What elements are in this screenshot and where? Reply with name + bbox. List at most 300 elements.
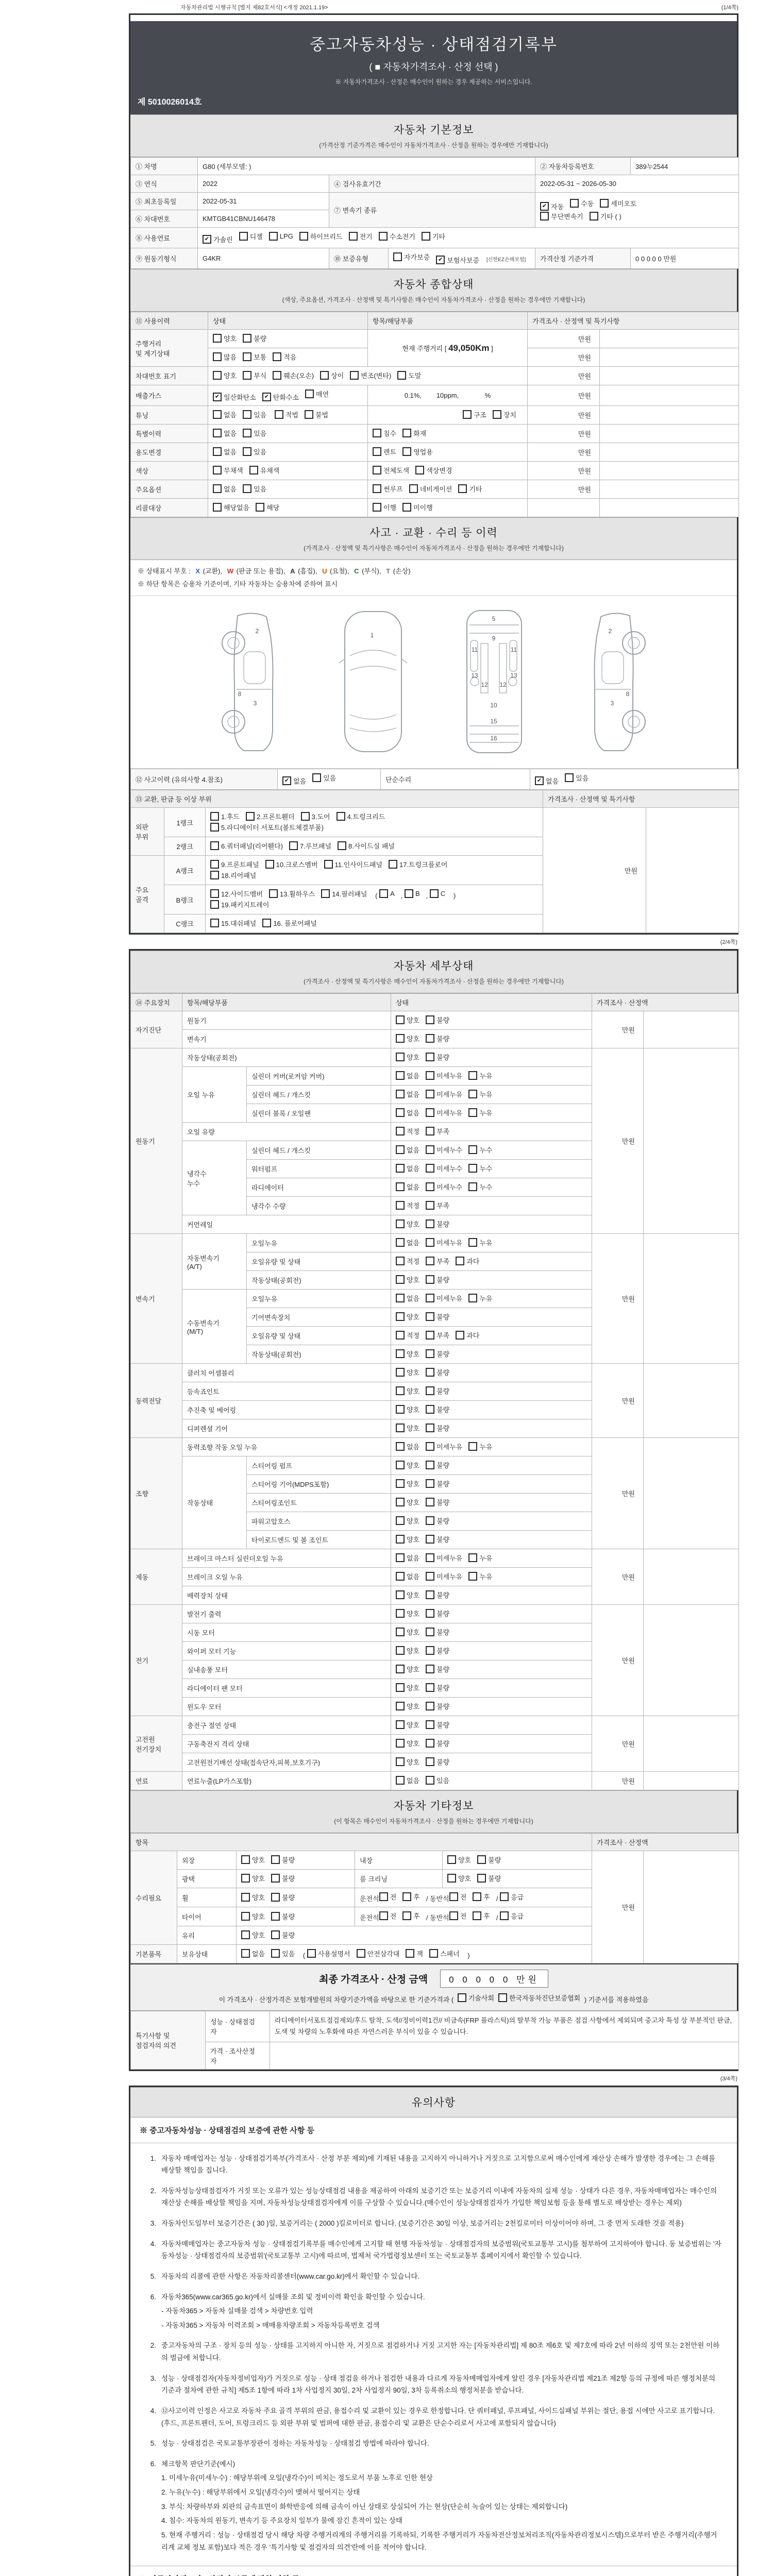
notice-item-number: 4.: [150, 2406, 156, 2415]
checkbox-label: 없음: [224, 430, 237, 437]
checkbox-적정[interactable]: [396, 1126, 419, 1136]
checkbox-불량[interactable]: [426, 1646, 449, 1655]
checkbox-11.인사이드패널[interactable]: [324, 859, 382, 869]
checkbox-label: 양호: [252, 1875, 265, 1883]
checkbox-전기[interactable]: [349, 231, 373, 241]
checkbox-안전삼각대[interactable]: [357, 1948, 400, 1958]
checkbox-해당없음[interactable]: [213, 502, 249, 512]
checkbox-무채색[interactable]: [213, 465, 243, 475]
checkbox-누유[interactable]: [468, 1238, 492, 1247]
checkbox-13.휠하우스[interactable]: [269, 889, 315, 899]
checkbox-box-icon: [426, 1739, 434, 1748]
checkbox-가솔린[interactable]: [203, 234, 233, 244]
checkbox-양호[interactable]: [396, 1386, 419, 1396]
checkbox-수소전기[interactable]: [379, 231, 415, 241]
checkbox-box-icon: [243, 429, 251, 437]
table-cell: [443, 1870, 592, 1888]
checkbox-양호[interactable]: [241, 1911, 265, 1921]
checkbox-적법[interactable]: [275, 410, 298, 419]
checkbox-불량[interactable]: [271, 1930, 295, 1940]
checkbox-없음[interactable]: [396, 1071, 419, 1080]
checkbox-box-icon: [396, 1312, 405, 1321]
checkbox-미세누유[interactable]: [426, 1238, 462, 1247]
checkbox-양호[interactable]: [396, 1275, 419, 1284]
checkbox-label: 일산화탄소: [224, 394, 256, 401]
checkbox-양호[interactable]: [396, 1534, 419, 1544]
checkbox-적음[interactable]: [273, 352, 296, 362]
checkbox-6.쿼터패널(리어휀다)[interactable]: [210, 841, 283, 851]
checkbox-없음[interactable]: [396, 1108, 419, 1117]
checkbox-14.필러패널[interactable]: [321, 889, 367, 899]
checkbox-누수[interactable]: [468, 1145, 492, 1155]
checkbox-label: 양호: [458, 1875, 472, 1883]
checkbox-양호[interactable]: [241, 1930, 265, 1940]
checkbox-자동[interactable]: [540, 201, 564, 211]
checkbox-불량[interactable]: [426, 1738, 449, 1748]
checkbox-16. 플로어패널[interactable]: [262, 918, 316, 928]
checkbox-한국자동차진단보증협회[interactable]: [498, 1993, 580, 2003]
checkbox-양호[interactable]: [396, 1423, 419, 1433]
checkbox-양호[interactable]: [396, 1516, 419, 1526]
table-row: [131, 1851, 739, 1870]
checkbox-없음[interactable]: [535, 776, 559, 786]
table-cell: [208, 462, 368, 480]
checkbox-label: 색상변경: [426, 467, 452, 474]
table-cell: 클러치 어셈블리: [182, 1364, 391, 1382]
checkbox-일산화탄소[interactable]: [213, 392, 256, 402]
checkbox-label: 양호: [407, 1369, 420, 1377]
checkbox-8.사이드실 패널[interactable]: [338, 841, 395, 851]
checkbox-기타[interactable]: [458, 484, 482, 494]
checkbox-label: 미세누유: [436, 1109, 463, 1117]
checkbox-있음[interactable]: [243, 428, 266, 438]
checkbox-있음[interactable]: [243, 484, 266, 494]
checkbox-도말[interactable]: [397, 370, 421, 380]
checkbox-불량[interactable]: [426, 1720, 449, 1730]
checkbox-box-icon: [262, 393, 271, 401]
checkbox-과다[interactable]: [456, 1256, 479, 1266]
checkbox-사용설명서[interactable]: [307, 1948, 350, 1958]
checkbox-양호[interactable]: [241, 1873, 265, 1883]
checkbox-양호[interactable]: [396, 1052, 419, 1062]
table-row: [131, 158, 739, 175]
checkbox-누유[interactable]: [468, 1293, 492, 1303]
checkbox-미세누유[interactable]: [426, 1442, 462, 1451]
column-header: ⑪ 사용이력: [131, 312, 208, 330]
checkbox-미세누수[interactable]: [426, 1145, 462, 1155]
checkbox-미세누유[interactable]: [426, 1089, 462, 1099]
checkbox-불량[interactable]: [477, 1855, 501, 1865]
checkbox-4.트렁크리드[interactable]: [337, 811, 385, 821]
checkbox-양호[interactable]: [396, 1460, 419, 1470]
checkbox-불량[interactable]: [271, 1873, 295, 1883]
table-cell: 12.사이드멤버 13.휠하우스 14.필러패널 ( A , B , C ) 19.패키지트레이: [206, 885, 543, 914]
table-cell: [237, 1926, 592, 1945]
checkbox-양호[interactable]: [396, 1497, 419, 1507]
checkbox-불량[interactable]: [271, 1855, 295, 1865]
table-cell: A랭크: [164, 856, 206, 885]
checkbox-누유[interactable]: [468, 1571, 492, 1581]
checkbox-box-icon: [473, 1892, 481, 1901]
checkbox-불량[interactable]: [426, 1404, 449, 1414]
checkbox-box-icon: [396, 1535, 405, 1544]
checkbox-침수[interactable]: [373, 428, 396, 438]
table-row: [131, 193, 739, 210]
checkbox-불량[interactable]: [426, 1275, 449, 1284]
checkbox-양호[interactable]: [396, 1608, 419, 1618]
checkbox-양호[interactable]: [396, 1646, 419, 1655]
checkbox-세미오토[interactable]: [600, 198, 636, 208]
checkbox-누유[interactable]: [468, 1089, 492, 1099]
checkbox-응급[interactable]: [500, 1892, 524, 1902]
checkbox-불량[interactable]: [243, 333, 266, 343]
checkbox-label: 14.필러패널: [332, 890, 367, 899]
table-cell: 0.1%, 10ppm, %: [368, 385, 528, 406]
checkbox-있음[interactable]: [565, 773, 589, 783]
checkbox-매연[interactable]: [305, 389, 329, 399]
checkbox-양호[interactable]: [396, 1664, 419, 1674]
checkbox-없음[interactable]: [213, 484, 237, 494]
checkbox-불량[interactable]: [426, 1683, 449, 1692]
checkbox-18.리어패널[interactable]: [210, 870, 256, 880]
table-cell: 만원: [543, 808, 646, 933]
checkbox-없음[interactable]: [213, 447, 237, 456]
checkbox-12.사이드멤버[interactable]: [210, 889, 263, 899]
checkbox-불량[interactable]: [426, 1367, 449, 1377]
table-cell: 등속죠인트: [182, 1382, 391, 1401]
checkbox-탄화수소[interactable]: [262, 392, 299, 402]
checkbox-누수[interactable]: [468, 1163, 492, 1173]
checkbox-9.프론트패널[interactable]: [210, 859, 259, 869]
checkbox-불량[interactable]: [426, 1534, 449, 1544]
checkbox-label: A: [390, 890, 395, 898]
checkbox-양호[interactable]: [396, 1033, 419, 1043]
checkbox-box-icon: [500, 1911, 509, 1920]
checkbox-양호[interactable]: [213, 370, 237, 380]
checkbox-부식[interactable]: [243, 370, 266, 380]
checkbox-미세누유[interactable]: [426, 1071, 462, 1080]
checkbox-17.트렁크플로어[interactable]: [389, 859, 447, 869]
checkbox-box-icon: [396, 1053, 405, 1061]
table-cell: 자기진단: [131, 1011, 182, 1048]
checkbox-있음[interactable]: [243, 410, 266, 419]
checkbox-label: 부족: [436, 1332, 450, 1340]
checkbox-box-icon: [338, 841, 346, 850]
checkbox-label: 응급: [511, 1893, 524, 1902]
checkbox-미이행[interactable]: [402, 502, 433, 512]
checkbox-box-icon: [426, 1145, 434, 1154]
checkbox-양호[interactable]: [396, 1701, 419, 1711]
checkbox-불법[interactable]: [305, 410, 328, 419]
checkbox-양호[interactable]: [213, 333, 237, 343]
checkbox-불량[interactable]: [426, 1701, 449, 1711]
checkbox-A[interactable]: [379, 889, 395, 898]
checkbox-전[interactable]: [449, 1892, 467, 1902]
checkbox-box-icon: [396, 1386, 405, 1395]
checkbox-전[interactable]: [449, 1911, 467, 1921]
checkbox-썬루프[interactable]: [373, 484, 403, 494]
checkbox-구조[interactable]: [463, 410, 486, 419]
checkbox-양호[interactable]: [396, 1738, 419, 1748]
table-cell: 기어변속장치: [247, 1308, 391, 1327]
checkbox-미세누유[interactable]: [426, 1293, 462, 1303]
checkbox-수동[interactable]: [570, 198, 594, 208]
checkbox-불량[interactable]: [426, 1590, 449, 1600]
checkbox-C[interactable]: [430, 889, 445, 898]
checkbox-누유[interactable]: [468, 1108, 492, 1117]
checkbox-불량[interactable]: [426, 1479, 449, 1488]
checkbox-양호[interactable]: [241, 1855, 265, 1865]
checkbox-양호[interactable]: [447, 1855, 471, 1865]
checkbox-없음[interactable]: [396, 1553, 419, 1563]
checkbox-label: 구조: [473, 411, 486, 419]
notice-item: [145, 2185, 722, 2209]
checkbox-부족[interactable]: [426, 1330, 449, 1340]
checkbox-box-icon: [570, 199, 579, 208]
checkbox-불량[interactable]: [477, 1873, 501, 1883]
checkbox-미세누수[interactable]: [426, 1163, 462, 1173]
checkbox-box-icon: [396, 1015, 405, 1024]
checkbox-양호[interactable]: [396, 1720, 419, 1730]
checkbox-미세누수[interactable]: [426, 1182, 462, 1192]
panel-rank-table: [130, 790, 739, 933]
checkbox-영업용[interactable]: [402, 447, 433, 456]
checkbox-상이[interactable]: [320, 370, 344, 380]
checkbox-label: 3.도어: [311, 813, 330, 821]
status-mark-X: X: [195, 567, 200, 575]
checkbox-부족[interactable]: [426, 1200, 449, 1210]
checkbox-없음[interactable]: [396, 1775, 419, 1785]
checkbox-누수[interactable]: [468, 1182, 492, 1192]
checkbox-전[interactable]: [379, 1911, 397, 1921]
checkbox-부족[interactable]: [426, 1126, 449, 1136]
checkbox-누유[interactable]: [468, 1553, 492, 1563]
section-notice-title: 유의사항: [411, 2096, 456, 2109]
table-cell: [206, 837, 543, 856]
checkbox-누유[interactable]: [468, 1442, 492, 1451]
checkbox-잭[interactable]: [406, 1948, 423, 1958]
checkbox-5.라디에이터 서포트(볼트체결부품)[interactable]: [210, 822, 324, 832]
checkbox-없음[interactable]: [396, 1145, 419, 1155]
checkbox-후[interactable]: [402, 1911, 420, 1921]
checkbox-디젤[interactable]: [239, 231, 263, 241]
checkbox-없음[interactable]: [241, 1948, 265, 1958]
checkbox-LPG[interactable]: [269, 232, 293, 241]
warranty-insurer-label: [신한EZ손해보험]: [486, 257, 526, 263]
checkbox-label: 없음: [407, 1239, 420, 1247]
checkbox-양호[interactable]: [396, 1349, 419, 1359]
table-row: [131, 1364, 739, 1382]
checkbox-후[interactable]: [473, 1911, 490, 1921]
checkbox-불량[interactable]: [426, 1608, 449, 1618]
table-cell: 스티어링 기어(MDPS포함): [247, 1475, 391, 1494]
checkbox-양호[interactable]: [396, 1367, 419, 1377]
notice-item-number: 3.: [150, 2374, 156, 2382]
checkbox-불량[interactable]: [426, 1015, 449, 1025]
checkbox-하이브리드[interactable]: [299, 231, 343, 241]
checkbox-불량[interactable]: [426, 1497, 449, 1507]
checkbox-있음[interactable]: [243, 447, 266, 456]
checkbox-2.프론트휀더[interactable]: [246, 811, 295, 821]
checkbox-화재[interactable]: [402, 428, 426, 438]
checkbox-없음[interactable]: [213, 428, 237, 438]
checkbox-양호[interactable]: [396, 1015, 419, 1025]
checkbox-훼손(오손)[interactable]: [273, 370, 314, 380]
checkbox-불량[interactable]: [426, 1386, 449, 1396]
checkbox-불량[interactable]: [426, 1757, 449, 1767]
checkbox-불량[interactable]: [426, 1052, 449, 1062]
checkbox-양호[interactable]: [447, 1873, 471, 1883]
checkbox-보험사보증[interactable]: [436, 255, 479, 265]
checkbox-box-icon: [396, 1702, 405, 1710]
checkbox-무단변속기[interactable]: [540, 211, 583, 221]
checkbox-불량[interactable]: [426, 1627, 449, 1637]
checkbox-양호[interactable]: [396, 1590, 419, 1600]
checkbox-불량[interactable]: [426, 1423, 449, 1433]
inspector-opinion-table: [130, 2011, 739, 2069]
table-cell: 만원: [528, 385, 600, 406]
checkbox-부족[interactable]: [426, 1256, 449, 1266]
checkbox-없음[interactable]: [396, 1238, 419, 1247]
checkbox-불량[interactable]: [426, 1219, 449, 1229]
table-cell: ⑩ 보증유형: [329, 248, 389, 269]
checkbox-없음[interactable]: [396, 1293, 419, 1303]
checkbox-label: 가솔린: [213, 236, 233, 244]
checkbox-없음[interactable]: [213, 410, 237, 419]
page-1: [129, 13, 738, 935]
checkbox-없음[interactable]: [396, 1442, 419, 1451]
checkbox-box-icon: [213, 334, 222, 343]
checkbox-label: 없음: [407, 1146, 420, 1155]
checkbox-B[interactable]: [405, 889, 420, 898]
notice-item: [145, 2217, 722, 2230]
checkbox-불량[interactable]: [426, 1033, 449, 1043]
checkbox-없음[interactable]: [396, 1571, 419, 1581]
checkbox-label: 양호: [407, 1276, 420, 1284]
checkbox-양호[interactable]: [241, 1892, 265, 1902]
table-cell: 변속기: [131, 1234, 182, 1364]
checkbox-자가보증[interactable]: [393, 252, 430, 262]
table-cell: 수동변속기 (M/T): [182, 1290, 247, 1364]
checkbox-label: 적정: [407, 1202, 420, 1210]
section-etc: [130, 1790, 737, 1833]
checkbox-label: 탄화수소: [273, 394, 299, 401]
checkbox-label: 불량: [282, 1856, 295, 1865]
checkbox-미세누유[interactable]: [426, 1571, 462, 1581]
table-cell: 만원: [528, 367, 600, 385]
checkbox-불량[interactable]: [426, 1349, 449, 1359]
checkbox-불량[interactable]: [426, 1312, 449, 1321]
checkbox-유채색[interactable]: [249, 465, 280, 475]
checkbox-변조(변타)[interactable]: [350, 370, 391, 380]
checkbox-19.패키지트레이[interactable]: [210, 900, 269, 909]
checkbox-색상변경[interactable]: [415, 465, 452, 475]
checkbox-box-icon: [213, 393, 222, 401]
checkbox-미세누유[interactable]: [426, 1553, 462, 1563]
checkbox-양호[interactable]: [396, 1479, 419, 1488]
checkbox-box-icon: [213, 447, 222, 456]
checkbox-기타[interactable]: [422, 231, 445, 241]
checkbox-과다[interactable]: [456, 1330, 479, 1340]
section-basic-title: 자동차 기본정보: [393, 124, 474, 136]
checkbox-보통[interactable]: [243, 352, 266, 362]
checkbox-있음[interactable]: [312, 773, 336, 783]
checkbox-불량[interactable]: [426, 1516, 449, 1526]
checkbox-응급[interactable]: [500, 1911, 524, 1921]
table-cell: [391, 1772, 592, 1790]
checkbox-box-icon: [396, 1349, 405, 1358]
checkbox-15.대쉬패널[interactable]: [210, 918, 256, 928]
checkbox-양호[interactable]: [396, 1683, 419, 1692]
checkbox-양호[interactable]: [396, 1404, 419, 1414]
checkbox-label: 기타: [469, 485, 482, 493]
checkbox-후[interactable]: [473, 1892, 490, 1902]
checkbox-3.도어[interactable]: [301, 811, 330, 821]
checkbox-전체도색[interactable]: [373, 465, 409, 475]
checkbox-렌트[interactable]: [373, 447, 396, 456]
checkbox-양호[interactable]: [396, 1312, 419, 1321]
checkbox-적정[interactable]: [396, 1200, 419, 1210]
checkbox-적정[interactable]: [396, 1330, 419, 1340]
table-cell: 0 0 0 0 0 만원: [631, 248, 739, 269]
checkbox-후[interactable]: [402, 1892, 420, 1902]
checkbox-불량[interactable]: [271, 1892, 295, 1902]
checkbox-미세누유[interactable]: [426, 1108, 462, 1117]
table-cell: ⑫ 사고이력 (유의사항 4.참조): [131, 769, 278, 790]
checkbox-label: 불법: [315, 411, 329, 419]
checkbox-있음[interactable]: [271, 1948, 295, 1958]
checkbox-없음[interactable]: [396, 1163, 419, 1173]
checkbox-양호[interactable]: [396, 1757, 419, 1767]
checkbox-불량[interactable]: [426, 1664, 449, 1674]
table-row: [131, 175, 739, 193]
checkbox-해당[interactable]: [256, 502, 279, 512]
checkbox-box-icon: [396, 1145, 405, 1154]
checkbox-양호[interactable]: [396, 1627, 419, 1637]
checkbox-10.크로스멤버[interactable]: [265, 859, 318, 869]
checkbox-누유[interactable]: [468, 1071, 492, 1080]
checkbox-box-icon: [271, 1930, 280, 1939]
checkbox-이행[interactable]: [373, 502, 396, 512]
checkbox-없음[interactable]: [282, 776, 306, 786]
checkbox-전[interactable]: [379, 1892, 397, 1902]
checkbox-불량[interactable]: [271, 1911, 295, 1921]
checkbox-있음[interactable]: [426, 1775, 449, 1785]
checkbox-장치[interactable]: [493, 410, 516, 419]
checkbox-적정[interactable]: [396, 1256, 419, 1266]
checkbox-없음[interactable]: [396, 1089, 419, 1099]
checkbox-기타 ( )[interactable]: [590, 211, 621, 221]
checkbox-불량[interactable]: [426, 1460, 449, 1470]
checkbox-네비게이션[interactable]: [409, 484, 452, 494]
document: [129, 0, 738, 2576]
checkbox-label: 불량: [282, 1875, 295, 1883]
page-number-1: (1/4쪽): [721, 5, 738, 11]
checkbox-label: 썬루프: [383, 485, 403, 493]
table-cell: 1랭크: [164, 808, 206, 837]
checkbox-스패너[interactable]: [429, 1948, 460, 1958]
checkbox-7.루브패널[interactable]: [289, 841, 331, 851]
table-cell: 외장: [177, 1851, 237, 1870]
checkbox-없음[interactable]: [396, 1182, 419, 1192]
checkbox-많음[interactable]: [213, 352, 237, 362]
table-cell: 파워고압호스: [247, 1512, 391, 1531]
checkbox-기술사회[interactable]: [458, 1993, 494, 2003]
checkbox-1.후드[interactable]: [210, 811, 240, 821]
checkbox-양호[interactable]: [396, 1219, 419, 1229]
column-header: 항목: [131, 1834, 592, 1851]
checkbox-label: 불량: [436, 1703, 450, 1711]
